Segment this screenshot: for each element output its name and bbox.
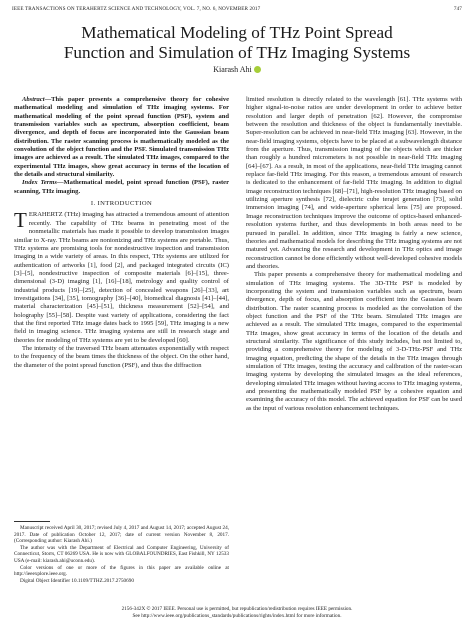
title-line-2: Function and Simulation of THz Imaging Systems xyxy=(63,43,411,62)
intro-paragraph-2: The intensity of the traversed THz beam attenuates exponentially with respect to the frequency of the beam times the thickness of the object. On the other hand, the diameter of the point spread function (PSF), and thus the diffraction xyxy=(14,344,229,369)
paper-title xyxy=(0,23,474,63)
author-line xyxy=(0,65,474,74)
index-terms xyxy=(14,179,229,196)
index-terms-label: Index Terms xyxy=(22,179,57,187)
footnote-manuscript: Manuscript received April 30, 2017; revised July 4, 2017 and August 14, 2017; accepted August 24, 2017. Date of publication October 12, 2017; date of current version November 8, 2017. (Corresponding author: Kiarash Ahi.) xyxy=(14,525,229,545)
drop-cap: T xyxy=(14,208,27,233)
footnotes xyxy=(14,525,229,584)
title-line-1: Mathematical Modeling of THz Point Spread xyxy=(81,23,393,42)
footnote-doi: Digital Object Identifier 10.1109/TTHZ.2017.2750690 xyxy=(20,577,134,584)
intro-paragraph-3: limited resolution is directly related to the wavelength [61]. THz systems with higher signal-to-noise ratios are under development in order to achieve better resolution and larger depth of penetration [62]. However, the compromise between the resolution and thickness of the object is fundamentally inevitable. Super-resolution can be achieved in near-field THz imaging [63]. However, in the near-field imaging systems, objects have to be placed at a subwavelength distance from the aperture. Thus, transmission imaging of the objects which are thicker than roughly a hundred micrometers is not possible in near-field THz imaging [64]–[67]. As a result, in most of the applications, near-field THz imaging cannot replace far-field THz imaging. For this reason, a tremendous amount of research is dedicated to the enhancement of far-field THz imaging. In addition to digital image reconstruction techniques [68]–[71], high-resolution THz imaging based on utilizing aperture synthesis [72], dielectric cube terajet generation [73], solid immersion imaging [74], and wide-aperture spherical lens [75] are proposed. Image reconstruction techniques improve the outcome of optics-based enhanced-resolution systems further, and thus developments in both areas need to be pursued in parallel. In addition, since THz imaging is fairly a new science, theories and mathematical models for describing the THz imaging systems are not matured yet. Advancing the research and development in THz optics and image reconstruction cannot be done efficiently without well-developed cohesive models and theories. xyxy=(246,96,462,270)
left-column xyxy=(14,96,229,370)
page-number: 747 xyxy=(453,6,462,12)
footnote-affiliation: The author was with the Department of Electrical and Computer Engineering, University of Connecticut, Storrs, CT 06269 USA. He is now with GLOBALFOUNDRIES, East Fishkill, NY 12533 USA (e-mail: kiarash.ahi@uconn.edu). xyxy=(14,544,229,564)
section-heading-introduction: I. INTRODUCTION xyxy=(90,200,153,208)
abstract-text: —This paper presents a comprehensive theory for cohesive mathematical modeling and simulation of THz imaging systems. For mathematical modeling of the point spread function (PSF), system and transmission variables such as spectrum, absorption coefficient, beam divergence, and depth of focus are incorporated into the Gaussian beam distribution. The raster scanning process is mathematically modeled as the convolution of the object function and the PSF. Simulated transmission THz images are achieved as a result. The simulated THz images, compared to the experimental THz images, show great accuracy in terms of the location of the details and structural similarity. xyxy=(14,96,229,179)
footnote-color-figures: Color versions of one or more of the figures in this paper are available online at http://ieeexplore.ieee.org. xyxy=(14,564,229,578)
footnote-divider xyxy=(14,521,50,522)
index-terms-text: —Mathematical model, point spread function (PSF), raster scanning, THz imaging. xyxy=(14,179,229,195)
abstract xyxy=(14,96,229,179)
intro-paragraph-1-text: ERAHERTZ (THz) imaging has attracted a tremendous amount of attention recently. The capability of THz beams in penetrating most of the nonmetallic materials has made it possible to develop transmission images similar to X-ray. THz beams are nonionizing and THz systems are portable. Thus, THz systems are promising tools for nondestructive inspection and transmission imaging in a wide variety of areas. In this respect, THz systems are utilized for authentication of artworks [1], food [2], and packaged integrated circuits (IC) [3]–[5], nondestructive inspection of composite materials [6]–[15], three-dimensional (3-D) imaging [1], [16]–[18], metrology and quality control of industrial products [19]–[25], detection of concealed weapons [26]–[33], art investigations [34], [35], tomography [36]–[40], biomedical diagnosis [41]–[44], material characterization [45]–[51], thickness measurement [52]–[54], and holography [55]–[58]. Despite vast variety of applications, considering the fact that the first reported THz image dates back to 1995 [59], THz imaging is a new field in imaging science. THz imaging systems are still in research stage and theories for modeling of THz systems are yet to be developed [60]. xyxy=(14,211,229,344)
copyright-footer xyxy=(0,606,474,619)
copyright-line: 2156-342X © 2017 IEEE. Personal use is permitted, but republication/redistribution requires IEEE permission. xyxy=(121,606,353,612)
intro-paragraph-4: This paper presents a comprehensive theory for mathematical modeling and simulation of THz imaging systems. The 3D-THz PSF is modeled by incorporating the system and transmission variables such as spectrum, beam divergence, depth of focus, and absorption coefficient into the Gaussian beam distribution. The raster scanning process is modeled as the convolution of the object function and the PSF of the THz beam. Simulated THz images are achieved as a result. The simulated THz images, compared to the experimental THz images, show great accuracy in terms of the location of the details and structural similarity. The significance of this study includes, but not limited to, providing a comprehensive theory for modeling of 3-D-THz-PSF and THz imaging equation, predicting the shape of the details in the THz images through simulation of THz images, testing the accuracy and calibration of the raster-scan imaging systems by developing the simulated images as the ideal references, developing simulated THz images without having access to THz imaging systems, and presenting the mathematically modeled PSF by a cohesive equation and examining the accuracy of this model. The achieved equation for PSF can be used as the input of various resolution enhancement techniques. xyxy=(246,271,462,412)
abstract-label: Abstract xyxy=(22,96,45,103)
intro-paragraph-1 xyxy=(14,208,229,345)
author-name: Kiarash Ahi xyxy=(213,65,252,74)
right-column xyxy=(246,96,462,413)
orcid-icon[interactable] xyxy=(254,66,261,73)
rights-url-line: See http://www.ieee.org/publications_standards/publications/rights/index.html for more information. xyxy=(132,612,342,619)
journal-header: IEEE TRANSACTIONS ON TERAHERTZ SCIENCE AND TECHNOLOGY, VOL. 7, NO. 6, NOVEMBER 2017 xyxy=(12,6,261,12)
running-head xyxy=(12,6,462,12)
